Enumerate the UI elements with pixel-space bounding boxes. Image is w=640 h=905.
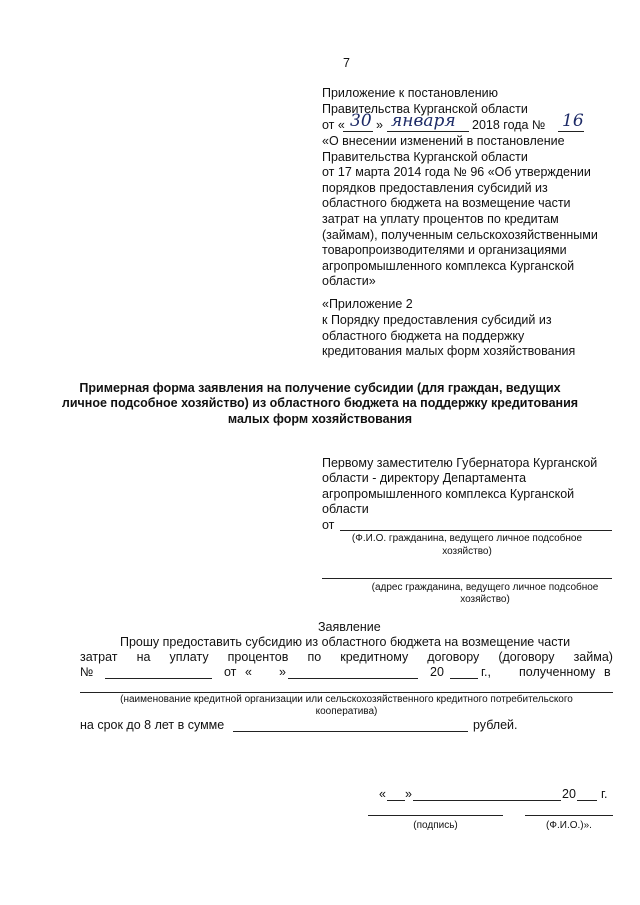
appendix-number-underline (558, 131, 584, 132)
appendix-number-handwritten: 16 (562, 111, 584, 131)
application-heading: Заявление (318, 620, 381, 634)
page-number: 7 (343, 56, 350, 70)
signature-fio-caption: (Ф.И.О.)». (546, 820, 592, 831)
signature-quote-close: » (405, 787, 412, 801)
appendix-body-line-9: агропромышленного комплекса Курганской (322, 259, 575, 273)
appendix-body-line-6: затрат на уплату процентов по кредитам (322, 212, 559, 226)
contract-v: в (604, 665, 611, 679)
contract-quote-open: « (245, 665, 252, 679)
contract-month-field (288, 678, 418, 679)
appendix-body-line-8: товаропроизводителями и организациями (322, 243, 567, 257)
appendix-day-handwritten: 30 (350, 111, 372, 131)
addressee-address-line (322, 578, 612, 579)
form-title-line-3: малых форм хозяйствования (227, 412, 413, 426)
addressee-fio-caption-1: (Ф.И.О. гражданина, ведущего личное подсобное (351, 533, 583, 544)
appendix-year-text: 2018 года № (472, 118, 546, 132)
application-line-2 (80, 650, 613, 666)
annex2-line-2: к Порядку предоставления субсидий из (322, 313, 552, 327)
line2-word-3: уплату (169, 650, 209, 664)
addressee-line-4: области (322, 502, 369, 516)
appendix-body-line-10: области» (322, 274, 376, 288)
addressee-fio-caption-2: хозяйство) (442, 546, 492, 557)
addressee-address-caption-1: (адрес гражданина, ведущего личное подсобное (371, 582, 599, 593)
sum-field (233, 731, 468, 732)
appendix-line-2: Правительства Курганской области (322, 102, 528, 116)
line2-word-4: процентов (227, 650, 289, 664)
appendix-body-line-2: Правительства Курганской области (322, 150, 528, 164)
rubles-label: рублей. (473, 718, 518, 732)
term-text: на срок до 8 лет в сумме (80, 718, 225, 732)
annex2-line-3: областного бюджета на поддержку (322, 329, 525, 343)
contract-received-g: г., (481, 665, 491, 679)
appendix-body-line-5: областного бюджета на возмещение части (322, 196, 571, 210)
signature-g: г. (601, 787, 608, 801)
contract-quote-close: » (279, 665, 286, 679)
appendix-body-line-4: порядков предоставления субсидий из (322, 181, 548, 195)
signature-day-field (387, 800, 405, 801)
line2-word-1: затрат (80, 650, 118, 664)
appendix-date-quote-close: » (376, 118, 383, 132)
addressee-line-2: области - директору Департамента (322, 471, 527, 485)
form-title-line-2: личное подсобное хозяйство) из областного бюджета на поддержку кредитования (61, 396, 579, 410)
signature-month-field (413, 800, 561, 801)
appendix-line-1: Приложение к постановлению (322, 86, 498, 100)
line2-word-5: по (307, 650, 322, 664)
annex2-line-4: кредитования малых форм хозяйствования (322, 344, 576, 358)
contract-number-field (105, 678, 212, 679)
appendix-body-line-7: (займам), полученным сельскохозяйственными (322, 228, 598, 242)
signature-quote-open: « (379, 787, 386, 801)
appendix-day-underline (343, 131, 373, 132)
contract-year-prefix: 20 (430, 665, 444, 679)
signature-caption: (подпись) (413, 820, 458, 831)
addressee-line-1: Первому заместителю Губернатора Курганской (322, 456, 598, 470)
form-title-line-1: Примерная форма заявления на получение субсидии (для граждан, ведущих (79, 381, 561, 395)
appendix-body-line-1: «О внесении изменений в постановление (322, 134, 565, 148)
line2-word-2: на (136, 650, 151, 664)
signature-year-prefix: 20 (562, 787, 576, 801)
annex2-line-1: «Приложение 2 (322, 297, 413, 311)
application-line-1: Прошу предоставить субсидию из областного бюджета на возмещение части (120, 635, 571, 649)
signature-fio-line (525, 815, 613, 816)
appendix-body-line-3: от 17 марта 2014 года № 96 «Об утверждении (322, 165, 591, 179)
contract-number-sign: № (80, 665, 94, 679)
line2-word-9: займа) (573, 650, 613, 664)
addressee-fio-line (340, 530, 612, 531)
line2-word-8: (договору (498, 650, 555, 664)
addressee-line-3: агропромышленного комплекса Курганской (322, 487, 575, 501)
signature-line (368, 815, 503, 816)
contract-year-field (450, 678, 478, 679)
line2-word-6: кредитному (340, 650, 409, 664)
addressee-from-label: от (322, 518, 335, 532)
signature-year-field (577, 800, 597, 801)
appendix-month-underline (387, 131, 469, 132)
appendix-date-prefix: от « (322, 118, 345, 132)
lender-caption-2: кооператива) (315, 706, 378, 717)
lender-name-field (80, 692, 613, 693)
appendix-month-handwritten: января (391, 111, 456, 131)
contract-received-word: полученному (519, 665, 596, 679)
line2-word-7: договору (427, 650, 480, 664)
addressee-address-caption-2: хозяйство) (460, 594, 510, 605)
contract-from-label: от (224, 665, 237, 679)
lender-caption-1: (наименование кредитной организации или сельскохозяйственного кредитного потребительского (120, 694, 573, 705)
